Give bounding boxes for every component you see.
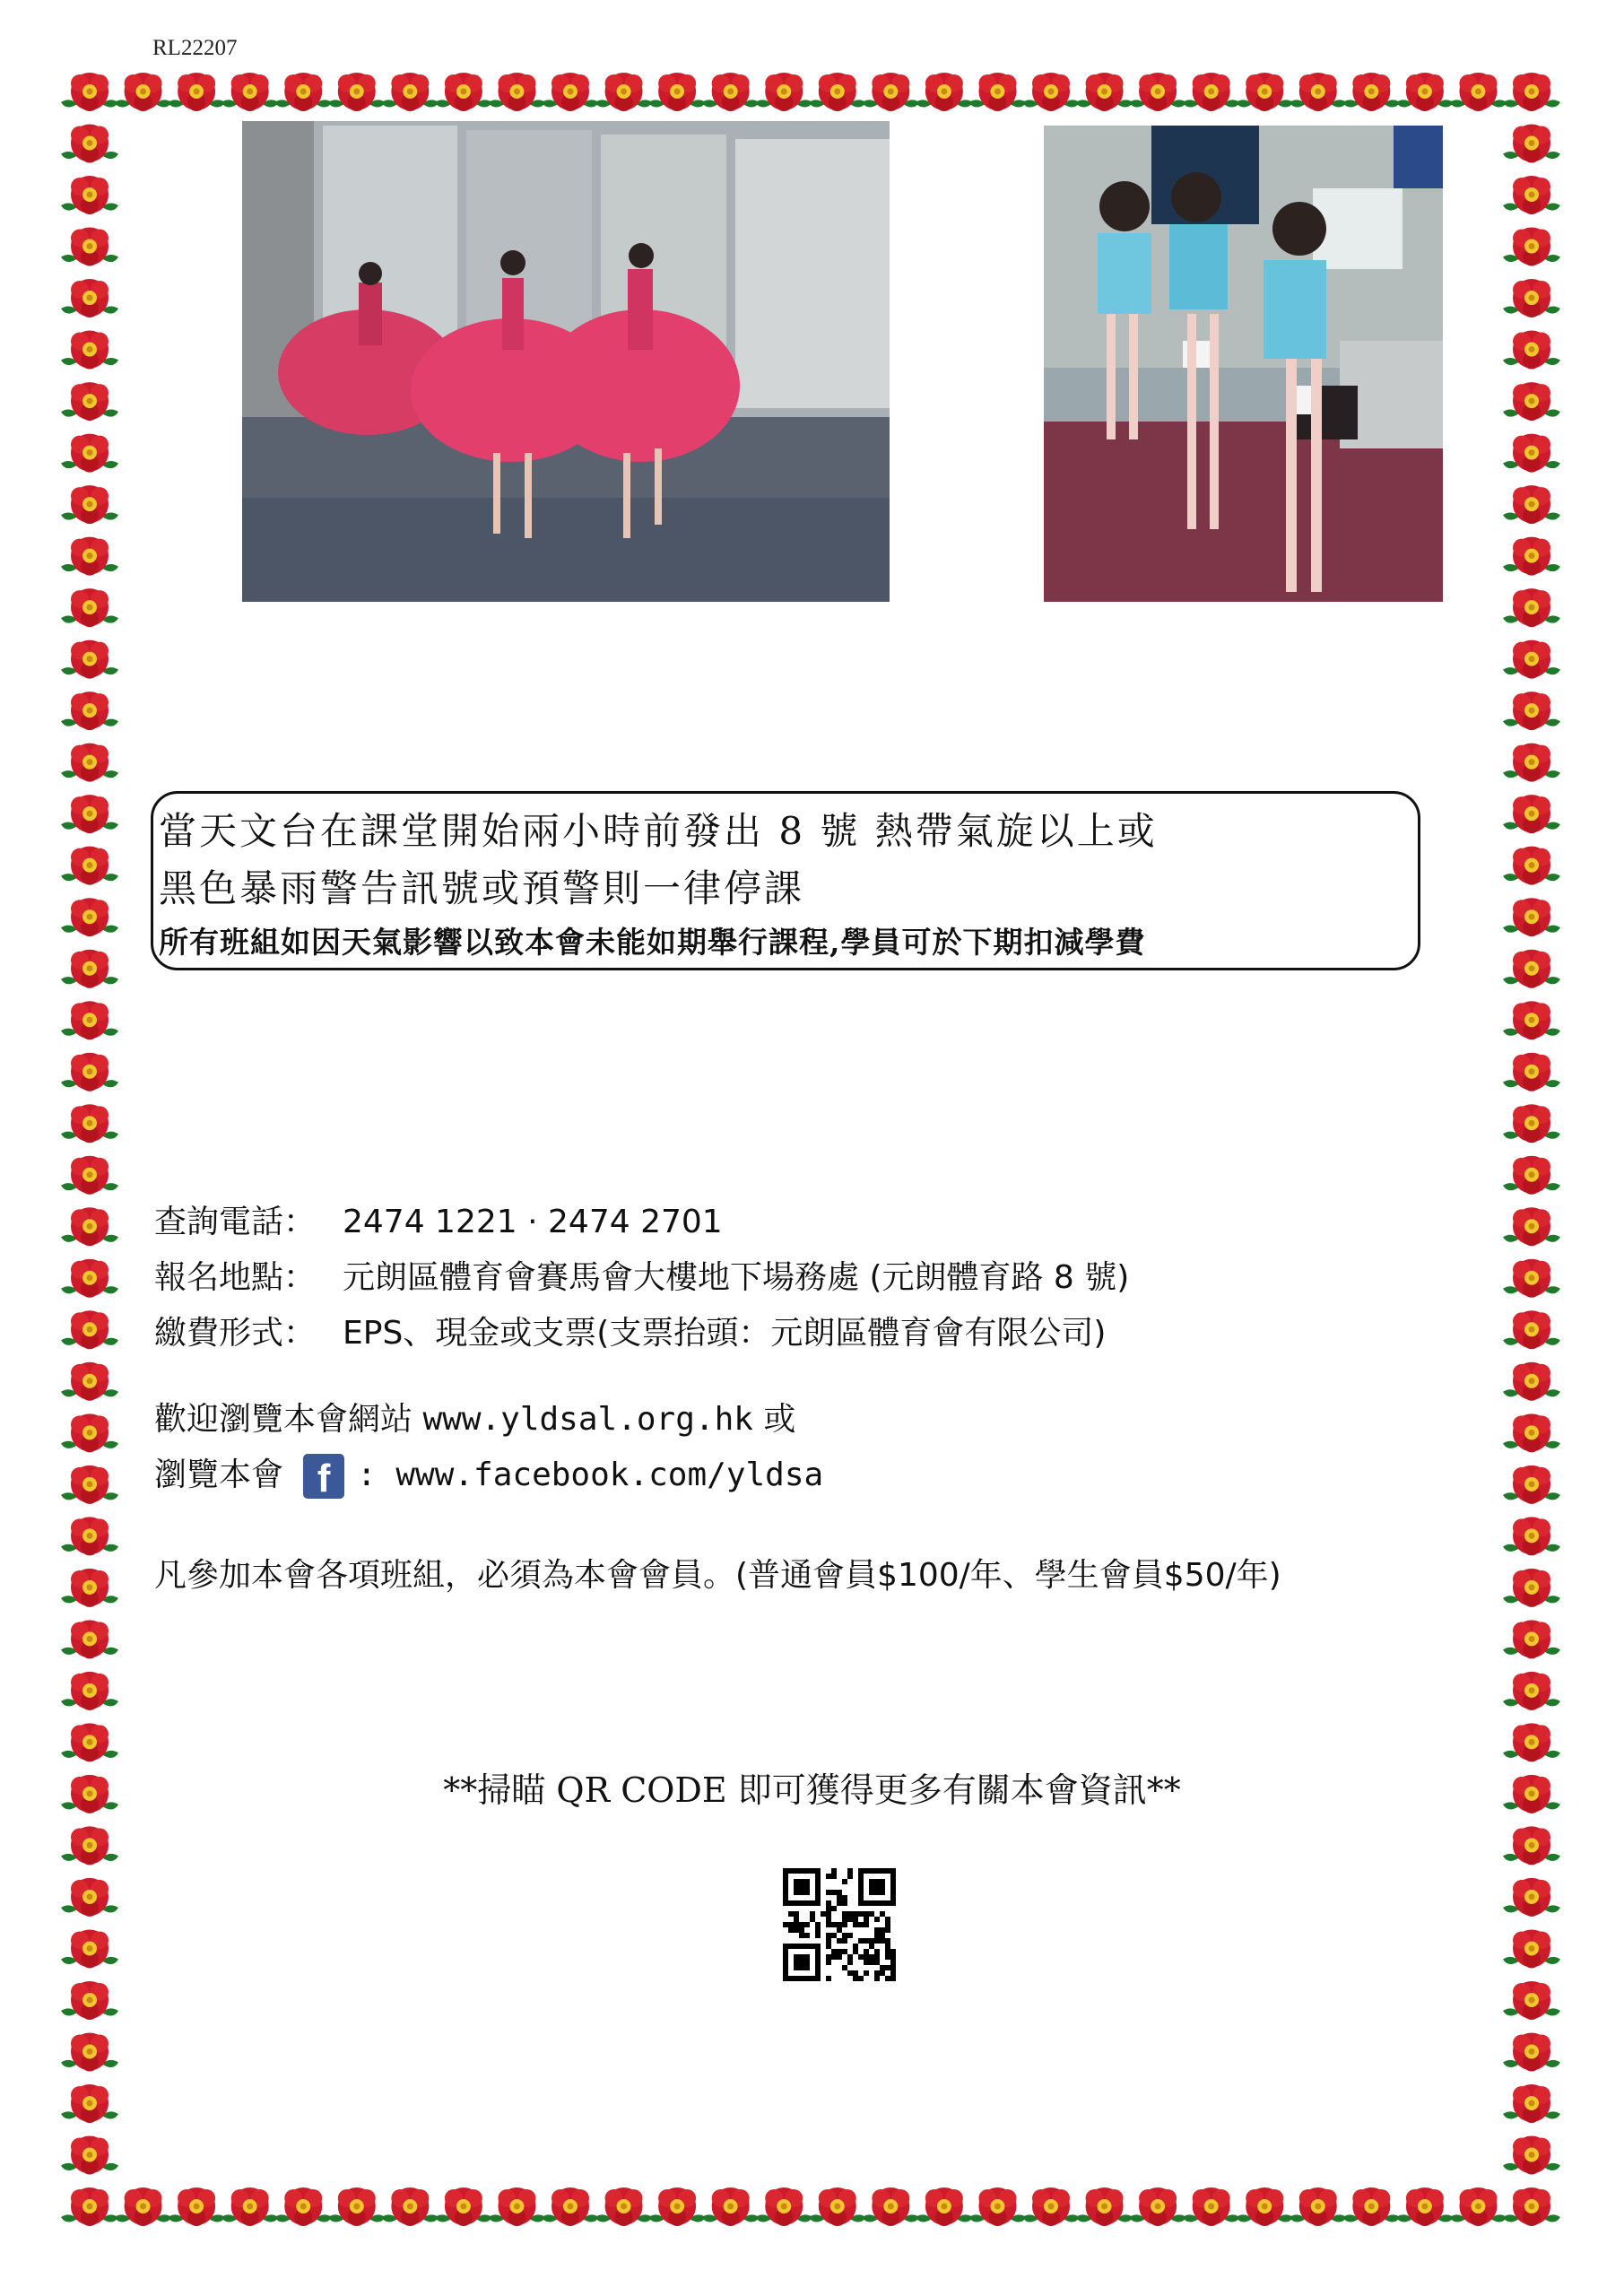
membership-note: 凡參加本會各項班組，必須為本會會員。(普通會員$100/年、學生會員$50/年): [154, 1557, 1281, 1594]
phone-label: 查詢電話：: [154, 1204, 317, 1240]
notice-line-3: 所有班組如因天氣影響以致本會未能如期舉行課程,學員可於下期扣減學費: [159, 925, 1146, 960]
facebook-row: [154, 1449, 823, 1499]
qr-title: **掃瞄 QR CODE 即可獲得更多有關本會資訊**: [443, 1770, 1181, 1810]
venue-row: [154, 1252, 1129, 1298]
payment-row: [154, 1308, 1106, 1353]
notice-line-2: 黑色暴雨警告訊號或預警則一律停課: [159, 866, 805, 910]
website-row: [154, 1394, 795, 1439]
facebook-icon[interactable]: f: [303, 1454, 344, 1499]
class-cancellation-notice: [151, 791, 1420, 970]
facebook-link[interactable]: : www.facebook.com/yldsa: [357, 1457, 824, 1493]
notice-line-1: 當天文台在課堂開始兩小時前發出 8 號 熱帶氣旋以上或: [159, 809, 1158, 853]
website-link[interactable]: www.yldsal.org.hk: [422, 1401, 753, 1438]
young-dancers-photo: [1044, 126, 1443, 602]
phone-value: 2474 1221 · 2474 2701: [343, 1204, 723, 1240]
phone-row: [154, 1196, 723, 1242]
payment-value: EPS、現金或支票(支票抬頭：元朗區體育會有限公司): [343, 1315, 1107, 1352]
facebook-prefix: 瀏覽本會: [154, 1457, 284, 1493]
ballet-dancers-photo: [242, 121, 890, 602]
website-suffix: 或: [763, 1401, 796, 1438]
qr-code[interactable]: [783, 1868, 896, 1981]
document-code: RL22207: [152, 36, 238, 60]
venue-label: 報名地點：: [154, 1259, 317, 1296]
website-prefix: 歡迎瀏覽本會網站: [154, 1401, 413, 1438]
payment-label: 繳費形式：: [154, 1315, 317, 1352]
venue-value: 元朗區體育會賽馬會大樓地下場務處 (元朗體育路 8 號): [343, 1259, 1130, 1296]
